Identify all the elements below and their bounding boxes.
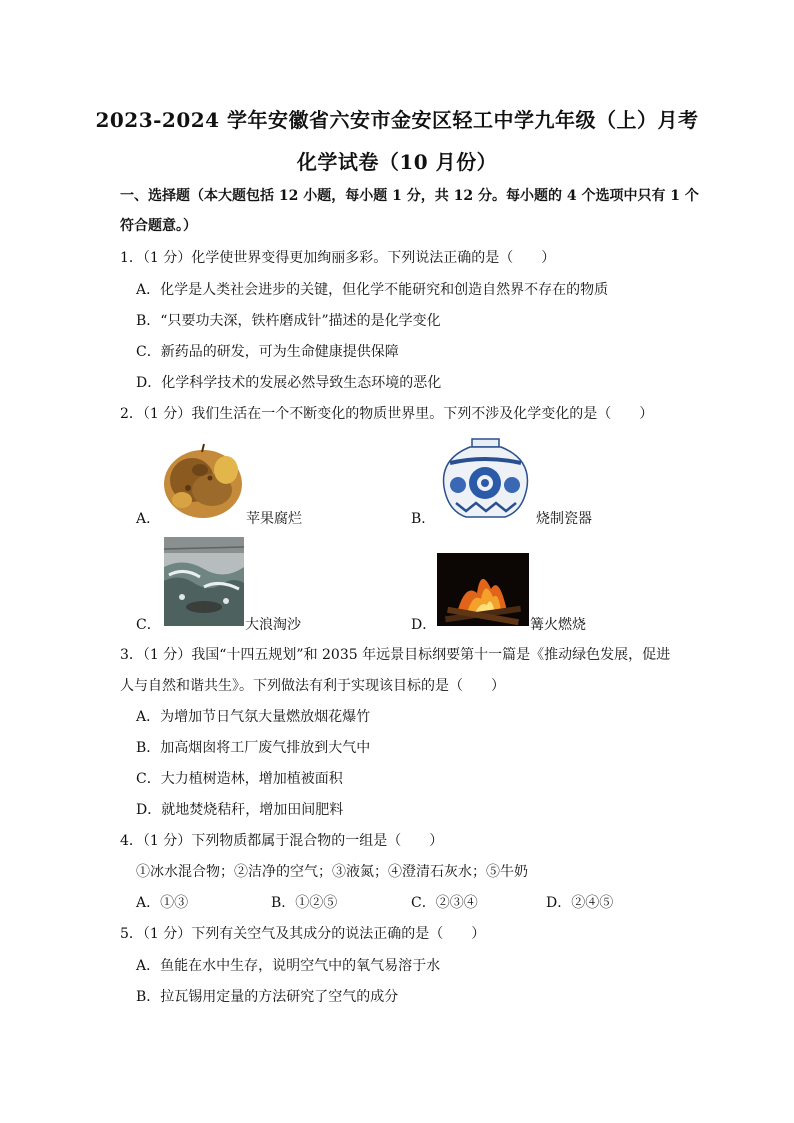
rotten-apple-image — [160, 440, 245, 520]
bonfire-image — [437, 553, 529, 626]
q5-option-b: B．拉瓦锡用定量的方法研究了空气的成分 — [136, 989, 399, 1005]
q3-option-a: A．为增加节日气氛大量燃放烟花爆竹 — [136, 709, 371, 725]
q1-option-d: D．化学科学技术的发展必然导致生态环境的恶化 — [136, 375, 442, 391]
q5-stem: 5．（1 分）下列有关空气及其成分的说法正确的是（ ） — [120, 926, 486, 942]
ocean-waves-image — [164, 537, 244, 626]
q4-items: ①冰水混合物；②洁净的空气；③液氮；④澄清石灰水；⑤牛奶 — [136, 864, 528, 880]
q2-option-b-caption: 烧制瓷器 — [536, 511, 592, 527]
q2-stem: 2．（1 分）我们生活在一个不断变化的物质世界里。下列不涉及化学变化的是（ ） — [120, 406, 654, 422]
q3-stem-line1: 3．（1 分）我国“十四五规划”和 2035 年远景目标纲要第十一篇是《推动绿色发展，促进 — [120, 647, 671, 663]
q2-option-b-letter: B． — [411, 511, 436, 527]
q4-option-a: A．①③ — [136, 895, 189, 911]
q1-option-b: B．“只要功夫深，铁杵磨成针”描述的是化学变化 — [136, 313, 441, 329]
q3-option-c: C．大力植树造林，增加植被面积 — [136, 771, 343, 787]
porcelain-vase-image — [436, 437, 535, 521]
q2-option-c-caption: 大浪淘沙 — [245, 617, 301, 633]
q4-option-b: B．①②⑤ — [271, 895, 338, 911]
q2-option-d-letter: D． — [411, 617, 437, 633]
exam-title-line1: 2023-2024 学年安徽省六安市金安区轻工中学九年级（上）月考 — [95, 108, 699, 132]
section-heading-line2: 符合题意。） — [120, 218, 197, 234]
q4-option-d: D．②④⑤ — [546, 895, 614, 911]
q2-option-d-caption: 篝火燃烧 — [530, 617, 586, 633]
q2-option-c-letter: C． — [136, 617, 161, 633]
section-heading-line1: 一、选择题（本大题包括 12 小题，每小题 1 分，共 12 分。每小题的 4 个选项中只有 1 个 — [120, 188, 699, 204]
q1-option-c: C．新药品的研发，可为生命健康提供保障 — [136, 344, 399, 360]
q2-option-a-caption: 苹果腐烂 — [246, 511, 302, 527]
q5-option-a: A．鱼能在水中生存，说明空气中的氧气易溶于水 — [136, 958, 441, 974]
q4-option-c: C．②③④ — [411, 895, 478, 911]
q3-option-d: D．就地焚烧秸秆，增加田间肥料 — [136, 802, 344, 818]
q1-option-a: A．化学是人类社会进步的关键，但化学不能研究和创造自然界不存在的物质 — [136, 282, 609, 298]
q2-option-a-letter: A． — [136, 511, 161, 527]
exam-title-line2: 化学试卷（10 月份） — [296, 150, 498, 174]
q3-option-b: B．加高烟囱将工厂废气排放到大气中 — [136, 740, 371, 756]
q4-stem: 4．（1 分）下列物质都属于混合物的一组是（ ） — [120, 833, 444, 849]
q3-stem-line2: 人与自然和谐共生》。下列做法有利于实现该目标的是（ ） — [120, 678, 505, 694]
q1-stem: 1．（1 分）化学使世界变得更加绚丽多彩。下列说法正确的是（ ） — [120, 250, 556, 266]
